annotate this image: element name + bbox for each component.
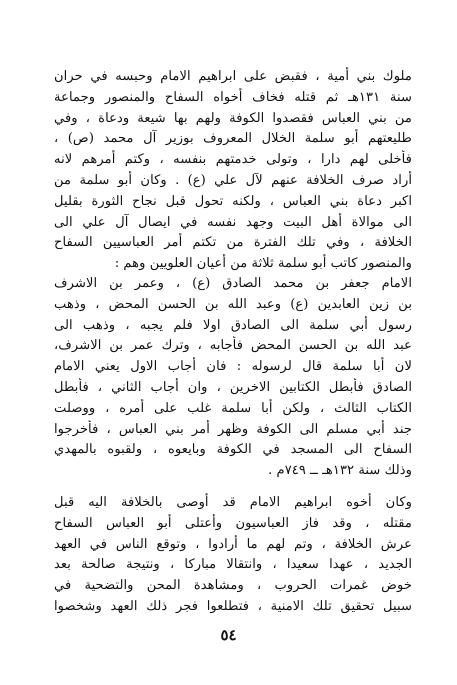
text-line: والمنصور كاتب أبو سلمة ثلاثة من أعيان العلويين وهم :	[114, 256, 412, 272]
text-line: بن زين العابدين (ع) وعبد الله بن الحسن المحض ، وذهب	[54, 296, 412, 312]
text-line: جند أبي مسلم الى الكوفة وظهر أمر بني العباس ، فأخرجوا	[54, 421, 412, 437]
text-line: سبيل تحقيق تلك الامنية ، فتطلعوا فجر ذلك العهد وشخصوا	[54, 598, 412, 614]
text-line: الى موالاة أهل البيت وجهد نفسه في ايصال آل علي الى	[54, 214, 412, 230]
text-line: سنة ١٣١هـ ثم قتله فخاف أخواه السفاح والمنصور وجماعة	[54, 89, 412, 105]
text-line: من بني العباس فقصدوا الكوفة ولهم بها شيعة ودعاة ، وفي	[54, 110, 412, 126]
text-line: خوض غمرات الحروب ، ومشاهدة المحن والتضحية في	[54, 578, 412, 594]
text-line: وكان أخوه ابراهيم الامام قد أوصى بالخلافة اليه قبل	[54, 495, 412, 510]
text-line: أراد صرف الخلافة عنهم لآل علي (ع) . وكان أبو سلمة من	[54, 172, 412, 188]
text-line: مقتله ، وقد فاز العباسيون وأعتلى أبو العباس السفاح	[54, 515, 412, 531]
text-line: عبد الله بن الحسن المحض فأجابه ، وترك عمر بن الاشرف،	[54, 338, 412, 354]
text-line: السفاح الى المسجد في الكوفة وبايعوه ، ولقبوه بالمهدي	[54, 442, 412, 458]
text-line: فأخلى لهم دارا ، وتولى خدمتهم بنفسه ، وكتم أمرهم لانه	[54, 152, 412, 168]
text-line: ملوك بني أمية ، فقبض على ابراهيم الامام وحبسه في حران	[54, 69, 412, 84]
text-line: الكتاب الثالث ، ولكن أبا سلمة غلب على أمره ، ووصلت	[54, 400, 412, 416]
text-line: رسول أبي سلمة الى الصادق اولا فلم يجبه ، وذهب الى	[54, 317, 412, 333]
paragraph-1	[54, 67, 412, 275]
paragraph-2	[54, 274, 412, 482]
text-line: الجديد ، عهدا سعيدا ، وانتقالا مباركا ، ونتيجة صالحة بعد	[54, 557, 412, 573]
text-line: عرش الخلافة ، وتم لهم ما أرادوا ، وتوقع الناس في العهد	[54, 536, 412, 552]
text-line: لان أبا سلمة قال لرسوله : فان أجاب الاول يعني الامام	[54, 359, 412, 375]
paragraph-3	[54, 493, 412, 618]
page-number: ٥٤	[220, 626, 237, 644]
text-line: طليعتهم أبو سلمة الخلال المعروف بوزير آل محمد (ص) ،	[54, 131, 412, 147]
text-line: الصادق فأبطل الكتابين الاخرين ، وان أجاب الثاني ، فأبطل	[54, 379, 412, 395]
text-line: وذلك سنة ١٣٢هـ ــ ٧٤٩م .	[268, 463, 412, 479]
text-line: الخلافة ، وفي تلك الفترة من تكتم أمر العباسيين السفاح	[54, 235, 412, 251]
text-line: اكبر دعاة بني العباس ، ولكنه تحول قبل نجاح الثورة بقليل	[54, 193, 412, 209]
text-line: الامام جعفر بن محمد الصادق (ع) ، وعمر بن الاشرف	[54, 276, 412, 291]
